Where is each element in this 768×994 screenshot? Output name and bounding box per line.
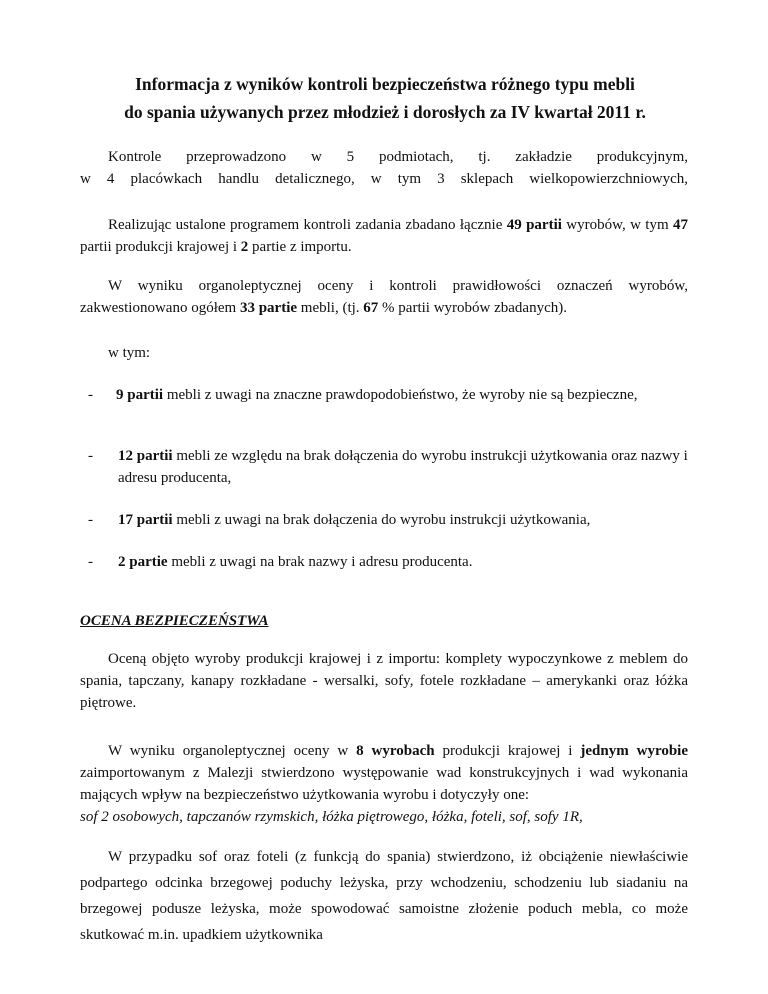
list-item-text [116,384,688,406]
list-dash: - [88,512,93,528]
bold-text: 9 partii [116,387,164,403]
text: mebli z uwagi na znaczne prawdopodobieństwo, że wyroby nie są bezpieczne, [163,387,638,403]
text: mebli, (tj. [297,300,364,316]
list-dash: - [88,448,93,464]
paragraph-line: Kontrole przeprowadzono w 5 podmiotach, tj. zakładzie produkcyjnym, [108,149,688,165]
document-title [80,70,690,126]
text: wyrobów, w tym [566,217,673,233]
list-dash: - [88,554,93,570]
text: zaimportowanym z Malezji stwierdzono występowanie wad konstrukcyjnych i wad wykonania mających wpływ na bezpieczeństwo użytkowania wyrobu i dotyczyły one: [80,765,688,803]
paragraph-including: w tym: [108,345,151,361]
paragraph-line: w 4 placówkach handlu detalicznego, w tym 3 sklepach wielkopowierzchniowych, [80,171,688,187]
bold-text: 8 wyrobach [356,743,435,759]
text: mebli z uwagi na brak nazwy i adresu producenta. [167,554,473,570]
bold-text: 33 partie [239,300,298,316]
title-line-1: Informacja z wyników kontroli bezpieczeństwa różnego typu mebli [135,74,635,94]
bold-text: 2 partie [118,554,168,570]
italic-text: sof 2 osobowych, tapczanów rzymskich, łóżka piętrowego, łóżka, foteli, sof, sofy 1R, [80,809,583,825]
bold-text: 12 partii [118,448,173,464]
bold-text: 47 [673,217,688,233]
text: partii produkcji krajowej i [80,239,241,255]
section-heading: OCENA BEZPIECZEŃSTWA [80,613,269,629]
list-item-text [118,509,688,531]
paragraph-inspections [80,146,688,190]
text: zakwestionowano ogółem [80,300,240,316]
text: partie z importu. [248,239,352,255]
list-item-text [118,551,688,573]
bold-text: jednym wyrobie [580,743,689,759]
bold-text: 2 [240,239,249,255]
paragraph-scope: Oceną objęto wyroby produkcji krajowej i z importu: komplety wypoczynkowe z meblem do spania, tapczany, kanapy rozkładane - wersalki, sofy, fotele rozkładane – amerykanki oraz łóżka piętrowe. [80,651,688,711]
text: Realizując ustalone programem kontroli zadania zbadano łącznie [108,217,507,233]
list-item-text [118,445,688,489]
bold-text: 67 [363,300,379,316]
paragraph-batches [80,214,688,258]
text: W wyniku organoleptycznej oceny i kontroli prawidłowości oznaczeń wyrobów, [108,278,688,294]
text: produkcji krajowej i [434,743,581,759]
paragraph-questioned [80,275,688,319]
text: mebli ze względu na brak dołączenia do wyrobu instrukcji użytkowania oraz nazwy i adresu producenta, [118,448,688,486]
title-line-2: do spania używanych przez młodzież i dorosłych za IV kwartał 2011 r. [124,102,646,122]
bold-text: 17 partii [118,512,173,528]
list-dash: - [88,387,93,403]
text: % partii wyrobów zbadanych). [378,300,567,316]
text: mebli z uwagi na brak dołączenia do wyrobu instrukcji użytkowania, [172,512,591,528]
paragraph-defects [80,740,688,828]
text: W wyniku organoleptycznej oceny w [108,743,357,759]
bold-text: 49 partii [506,217,562,233]
paragraph-sofas: W przypadku sof oraz foteli (z funkcją do spania) stwierdzono, iż obciążenie niewłaściwie podpartego odcinka brzegowej poduchy leżyska, przy wchodzeniu, schodzeniu lub siadaniu na brzegowej podusze leżyska, może spowodować samoistne złożenie poduch mebla, co może skutkować m.in. upadkiem użytkownika [80,849,688,943]
